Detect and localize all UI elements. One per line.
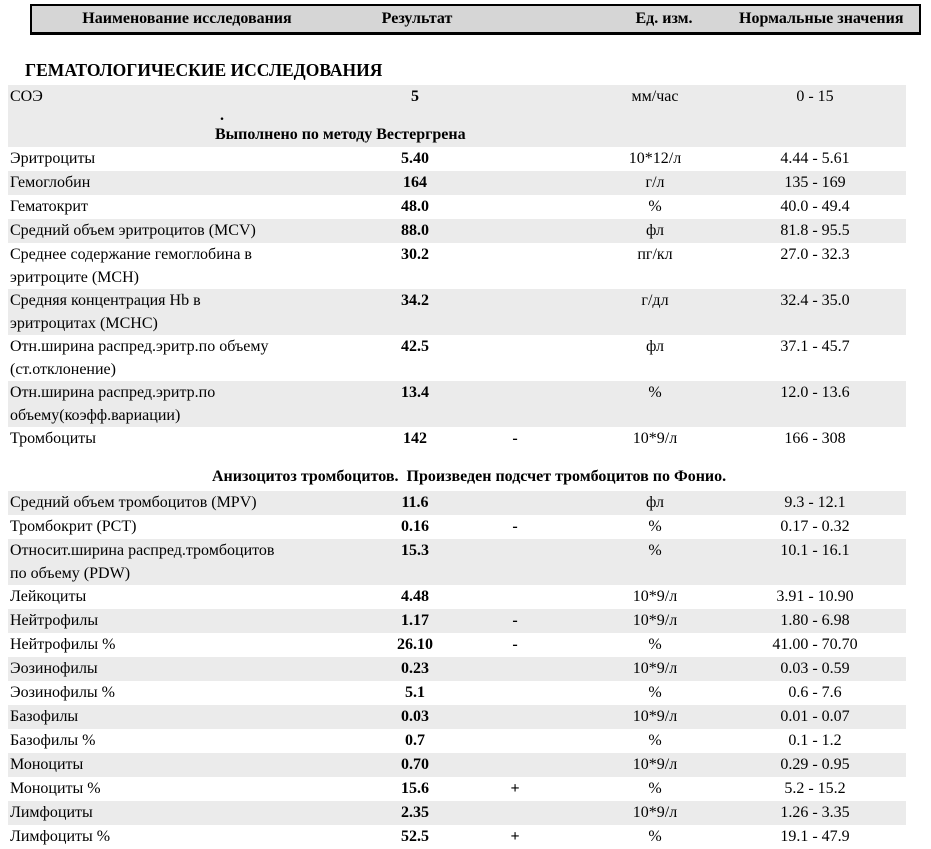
test-name-line-2: эритроцитах (MCHC) [10, 315, 158, 332]
hematology-table [8, 85, 906, 451]
test-name-cell [8, 171, 350, 194]
test-name-line: Гематокрит [10, 198, 88, 215]
result-value-cell: 88.0 [401, 222, 429, 239]
lab-result-row-grid [8, 801, 906, 825]
lab-result-row-grid [8, 539, 906, 585]
normal-range-cell: 0.17 - 0.32 [780, 518, 850, 535]
lab-result-row [8, 515, 906, 539]
lab-result-row-grid [8, 609, 906, 633]
test-name-line: Отн.ширина распред.эритр.по [10, 384, 216, 401]
lab-result-row [8, 85, 906, 147]
test-name-cell [8, 381, 350, 427]
result-value-cell: 30.2 [401, 246, 429, 263]
result-value-cell: 0.7 [405, 732, 425, 749]
normal-range-cell: 81.8 - 95.5 [780, 222, 850, 239]
note-dot: . [220, 107, 224, 124]
normal-range-cell: 40.0 - 49.4 [780, 198, 850, 215]
test-name-cell [8, 729, 350, 752]
test-name-line: Эозинофилы % [10, 684, 115, 701]
test-name-line: Средний объем тромбоцитов (MPV) [10, 494, 257, 511]
lab-result-row [8, 609, 906, 633]
normal-range-cell: 0.03 - 0.59 [780, 660, 850, 677]
result-value-cell: 0.70 [401, 756, 429, 773]
unit-cell: 10*9/л [632, 660, 678, 677]
unit-cell: % [648, 780, 662, 797]
lab-result-row-grid [8, 825, 906, 849]
lab-result-row [8, 801, 906, 825]
lab-result-row [8, 585, 906, 609]
normal-range-cell: 0.01 - 0.07 [780, 708, 850, 725]
lab-result-row-grid [8, 753, 906, 777]
test-name-line: Базофилы % [10, 732, 96, 749]
normal-range-cell: 1.80 - 6.98 [780, 612, 850, 629]
test-name-cell [8, 147, 350, 170]
test-name-cell [8, 801, 350, 824]
unit-cell: % [648, 828, 662, 845]
test-name-cell [8, 243, 350, 289]
lab-result-row-grid [8, 515, 906, 539]
results-table-header [30, 4, 921, 35]
lab-result-row [8, 147, 906, 171]
result-value-cell: 142 [403, 430, 427, 447]
lab-results-area [0, 85, 931, 849]
lab-result-row [8, 243, 906, 289]
unit-cell: % [648, 636, 662, 653]
abnormal-flag-cell: + [510, 828, 520, 845]
lab-result-row [8, 633, 906, 657]
normal-range-cell: 0.29 - 0.95 [780, 756, 850, 773]
normal-range-cell: 0.1 - 1.2 [788, 732, 842, 749]
unit-cell: пг/кл [637, 246, 673, 263]
result-value-cell: 5.40 [401, 150, 429, 167]
test-name-line: Тромбоциты [10, 430, 96, 447]
normal-range-cell: 0 - 15 [796, 88, 834, 105]
test-name-line: Отн.ширина распред.эритр.по объему [10, 338, 269, 355]
lab-result-row-grid [8, 147, 906, 171]
lab-result-row-grid [8, 85, 906, 109]
unit-cell: мм/час [631, 88, 679, 105]
column-header-normal-values: Нормальные значения [739, 10, 904, 27]
result-value-cell: 15.3 [401, 542, 429, 559]
result-value-cell: 26.10 [397, 636, 433, 653]
unit-cell: г/дл [641, 292, 669, 309]
unit-cell: 10*12/л [628, 150, 682, 167]
platelet-leukocyte-table [8, 491, 906, 849]
lab-result-row [8, 657, 906, 681]
unit-cell: 10*9/л [632, 588, 678, 605]
test-name-cell [8, 427, 350, 450]
test-name-line: Средний объем эритроцитов (MCV) [10, 222, 256, 239]
lab-result-row [8, 219, 906, 243]
normal-range-cell: 3.91 - 10.90 [776, 588, 854, 605]
normal-range-cell: 32.4 - 35.0 [780, 292, 850, 309]
column-header-test-name: Наименование исследования [82, 10, 292, 27]
column-header-units: Ед. изм. [635, 10, 693, 27]
lab-result-row-grid [8, 427, 906, 451]
section-title-hematology: ГЕМАТОЛОГИЧЕСКИЕ ИССЛЕДОВАНИЯ [25, 60, 383, 80]
lab-result-row-grid [8, 585, 906, 609]
test-name-line-2: объему(коэфф.вариации) [10, 407, 181, 424]
lab-result-row [8, 705, 906, 729]
test-name-line-2: эритроците (MCH) [10, 269, 139, 286]
lab-result-row-grid [8, 171, 906, 195]
lab-result-row [8, 681, 906, 705]
normal-range-cell: 4.44 - 5.61 [780, 150, 850, 167]
unit-cell: % [648, 732, 662, 749]
column-header-result: Результат [381, 10, 453, 27]
unit-cell: фл [646, 338, 664, 355]
result-value-cell: 164 [403, 174, 427, 191]
lab-result-row-grid [8, 491, 906, 515]
test-name-line: Относит.ширина распред.тромбоцитов [10, 542, 275, 559]
lab-result-row [8, 539, 906, 585]
unit-cell: % [648, 384, 662, 401]
lab-result-row-grid [8, 195, 906, 219]
lab-result-row [8, 491, 906, 515]
test-name-line: Лейкоциты [10, 588, 87, 605]
result-value-cell: 48.0 [401, 198, 429, 215]
normal-range-cell: 12.0 - 13.6 [780, 384, 850, 401]
normal-range-cell: 19.1 - 47.9 [780, 828, 850, 845]
method-note: Выполнено по методу Вестергрена [215, 126, 466, 143]
test-name-cell [8, 681, 350, 704]
abnormal-flag-cell: - [512, 636, 518, 653]
table-caption-note: Анизоцитоз тромбоцитов. Произведен подсчет тромбоцитов по Фонио. [212, 468, 727, 485]
result-value-cell: 42.5 [401, 338, 429, 355]
unit-cell: % [648, 198, 662, 215]
test-name-cell [8, 539, 350, 585]
test-name-cell [8, 657, 350, 680]
unit-cell: фл [646, 222, 664, 239]
lab-result-row [8, 381, 906, 427]
test-name-cell [8, 195, 350, 218]
lab-result-row-grid [8, 777, 906, 801]
lab-result-row-grid [8, 657, 906, 681]
normal-range-cell: 1.26 - 3.35 [780, 804, 850, 821]
normal-range-cell: 10.1 - 16.1 [780, 542, 850, 559]
lab-result-row [8, 777, 906, 801]
test-name-cell [8, 705, 350, 728]
lab-result-row-grid [8, 219, 906, 243]
test-name-line-2: (ст.отклонение) [10, 361, 116, 378]
result-value-cell: 0.03 [401, 708, 429, 725]
normal-range-cell: 135 - 169 [784, 174, 846, 191]
lab-result-row [8, 753, 906, 777]
lab-result-row [8, 171, 906, 195]
lab-result-row [8, 289, 906, 335]
abnormal-flag-cell: - [512, 612, 518, 629]
test-name-cell [8, 335, 350, 381]
test-name-line: Среднее содержание гемоглобина в [10, 246, 252, 263]
test-name-line: Гемоглобин [10, 174, 91, 191]
abnormal-flag-cell: - [512, 430, 518, 447]
unit-cell: 10*9/л [632, 804, 678, 821]
lab-result-row-grid [8, 335, 906, 381]
result-value-cell: 15.6 [401, 780, 429, 797]
test-name-line: Тромбокрит (PCT) [10, 518, 137, 535]
test-name-line: Лимфоциты [10, 804, 93, 821]
normal-range-cell: 27.0 - 32.3 [780, 246, 850, 263]
unit-cell: 10*9/л [632, 756, 678, 773]
result-value-cell: 2.35 [401, 804, 429, 821]
result-value-cell: 4.48 [401, 588, 429, 605]
test-name-line: Лимфоциты % [10, 828, 111, 845]
unit-cell: г/л [645, 174, 665, 191]
test-name-cell [8, 515, 350, 538]
unit-cell: 10*9/л [632, 430, 678, 447]
result-value-cell: 1.17 [401, 612, 429, 629]
unit-cell: фл [646, 494, 664, 511]
lab-result-row-grid [8, 705, 906, 729]
result-value-cell: 5.1 [405, 684, 425, 701]
lab-result-row-grid [8, 633, 906, 657]
result-value-cell: 0.16 [401, 518, 429, 535]
test-name-cell [8, 825, 350, 848]
test-name-cell [8, 777, 350, 800]
result-value-cell: 0.23 [401, 660, 429, 677]
result-value-cell: 5 [411, 88, 419, 105]
test-name-line-2: по объему (PDW) [10, 565, 131, 582]
normal-range-cell: 9.3 - 12.1 [784, 494, 846, 511]
test-name-line: Нейтрофилы % [10, 636, 116, 653]
test-name-cell [8, 289, 350, 335]
unit-cell: % [648, 684, 662, 701]
abnormal-flag-cell: - [512, 518, 518, 535]
test-name-cell [8, 753, 350, 776]
lab-result-row [8, 335, 906, 381]
lab-result-row [8, 825, 906, 849]
test-name-cell [8, 219, 350, 242]
unit-cell: % [648, 518, 662, 535]
unit-cell: 10*9/л [632, 708, 678, 725]
normal-range-cell: 41.00 - 70.70 [772, 636, 858, 653]
test-name-cell [8, 585, 350, 608]
lab-result-row-grid [8, 681, 906, 705]
unit-cell: % [648, 542, 662, 559]
test-name-cell [8, 491, 350, 514]
lab-result-row [8, 195, 906, 219]
test-name-line: Нейтрофилы [10, 612, 99, 629]
lab-result-row-grid [8, 729, 906, 753]
test-name-cell [8, 85, 350, 108]
lab-result-row-grid [8, 289, 906, 335]
test-name-line: Средняя концентрация Hb в [10, 292, 201, 309]
unit-cell: 10*9/л [632, 612, 678, 629]
normal-range-cell: 37.1 - 45.7 [780, 338, 850, 355]
result-value-cell: 52.5 [401, 828, 429, 845]
test-name-line: Эозинофилы [10, 660, 98, 677]
test-name-line: Базофилы [10, 708, 79, 725]
normal-range-cell: 5.2 - 15.2 [784, 780, 846, 797]
test-name-cell [8, 609, 350, 632]
abnormal-flag-cell: + [510, 780, 520, 797]
test-name-line: Моноциты [10, 756, 84, 773]
lab-result-row [8, 427, 906, 451]
result-value-cell: 13.4 [401, 384, 429, 401]
lab-result-row-grid [8, 381, 906, 427]
normal-range-cell: 0.6 - 7.6 [788, 684, 842, 701]
test-name-line: Эритроциты [10, 150, 96, 167]
test-name-line: Моноциты % [10, 780, 101, 797]
test-name-line: СОЭ [10, 88, 43, 105]
lab-result-row [8, 729, 906, 753]
test-name-cell [8, 633, 350, 656]
normal-range-cell: 166 - 308 [784, 430, 846, 447]
lab-result-row-grid [8, 243, 906, 289]
result-value-cell: 11.6 [401, 494, 429, 511]
result-value-cell: 34.2 [401, 292, 429, 309]
